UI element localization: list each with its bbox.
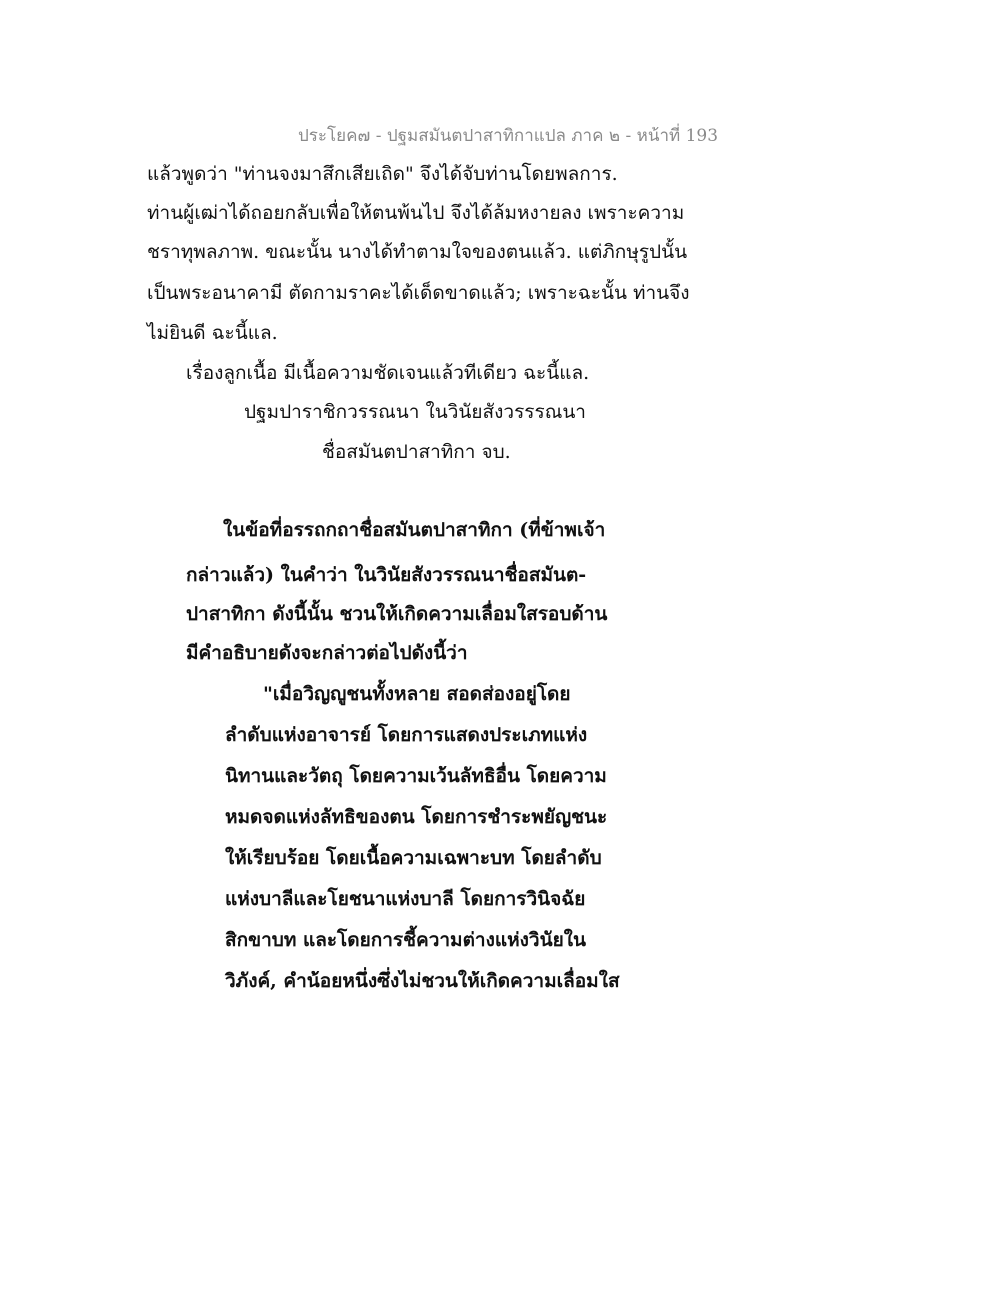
body-line-5: ไม่ยินดี ฉะนี้แล. bbox=[147, 322, 278, 344]
quote-line-2: ลำดับแห่งอาจารย์ โดยการแสดงประเภทแห่ง bbox=[225, 724, 588, 746]
running-header: ประโยค๗ - ปฐมสมันตปาสาทิกาแปล ภาค ๒ - หน้าที่ 193 bbox=[298, 126, 719, 146]
commentary-intro-line-2: กล่าวแล้ว) ในคำว่า ในวินัยสังวรรณนาชื่อสมันต- bbox=[186, 564, 587, 586]
quote-line-8: วิภังค์, คำน้อยหนึ่งซึ่งไม่ชวนให้เกิดความเลื่อมใส bbox=[225, 970, 620, 992]
quote-line-3: นิทานและวัตถุ โดยความเว้นลัทธิอื่น โดยความ bbox=[225, 765, 607, 787]
body-line-4: เป็นพระอนาคามี ตัดกามราคะได้เด็ดขาดแล้ว; เพราะฉะนั้น ท่านจึง bbox=[147, 282, 690, 304]
commentary-intro-line-4: มีคำอธิบายดังจะกล่าวต่อไปดังนี้ว่า bbox=[186, 642, 468, 664]
quote-line-6: แห่งบาลีและโยชนาแห่งบาลี โดยการวินิจฉัย bbox=[225, 888, 586, 910]
quote-line-1: "เมื่อวิญญูชนทั้งหลาย สอดส่องอยู่โดย bbox=[263, 683, 571, 705]
quote-line-7: สิกขาบท และโดยการชี้ความต่างแห่งวินัยใน bbox=[225, 929, 586, 951]
quote-line-5: ให้เรียบร้อย โดยเนื้อความเฉพาะบท โดยลำดับ bbox=[225, 847, 602, 869]
body-line-3: ชราทุพลภาพ. ขณะนั้น นางได้ทำตามใจของตนแล้ว. แต่ภิกษุรูปนั้น bbox=[147, 241, 688, 263]
body-line-2: ท่านผู้เฒ่าได้ถอยกลับเพื่อให้ตนพ้นไป จึงได้ล้มหงายลง เพราะความ bbox=[147, 202, 685, 224]
commentary-intro-line-1: ในข้อที่อรรถกถาชื่อสมันตปาสาทิกา (ที่ข้าพเจ้า bbox=[223, 519, 606, 541]
section-end-subtitle: ชื่อสมันตปาสาทิกา จบ. bbox=[322, 441, 511, 463]
story-end-line: เรื่องลูกเนื้อ มีเนื้อความชัดเจนแล้วทีเดียว ฉะนี้แล. bbox=[186, 362, 590, 384]
commentary-intro-line-3: ปาสาทิกา ดังนี้นั้น ชวนให้เกิดความเลื่อมใสรอบด้าน bbox=[186, 603, 608, 625]
quote-line-4: หมดจดแห่งลัทธิของตน โดยการชำระพยัญชนะ bbox=[225, 806, 608, 828]
body-line-1: แล้วพูดว่า "ท่านจงมาสึกเสียเถิด" จึงได้จับท่านโดยพลการ. bbox=[147, 163, 618, 185]
section-end-title: ปฐมปาราชิกวรรณนา ในวินัยสังวรรรณนา bbox=[244, 401, 586, 423]
